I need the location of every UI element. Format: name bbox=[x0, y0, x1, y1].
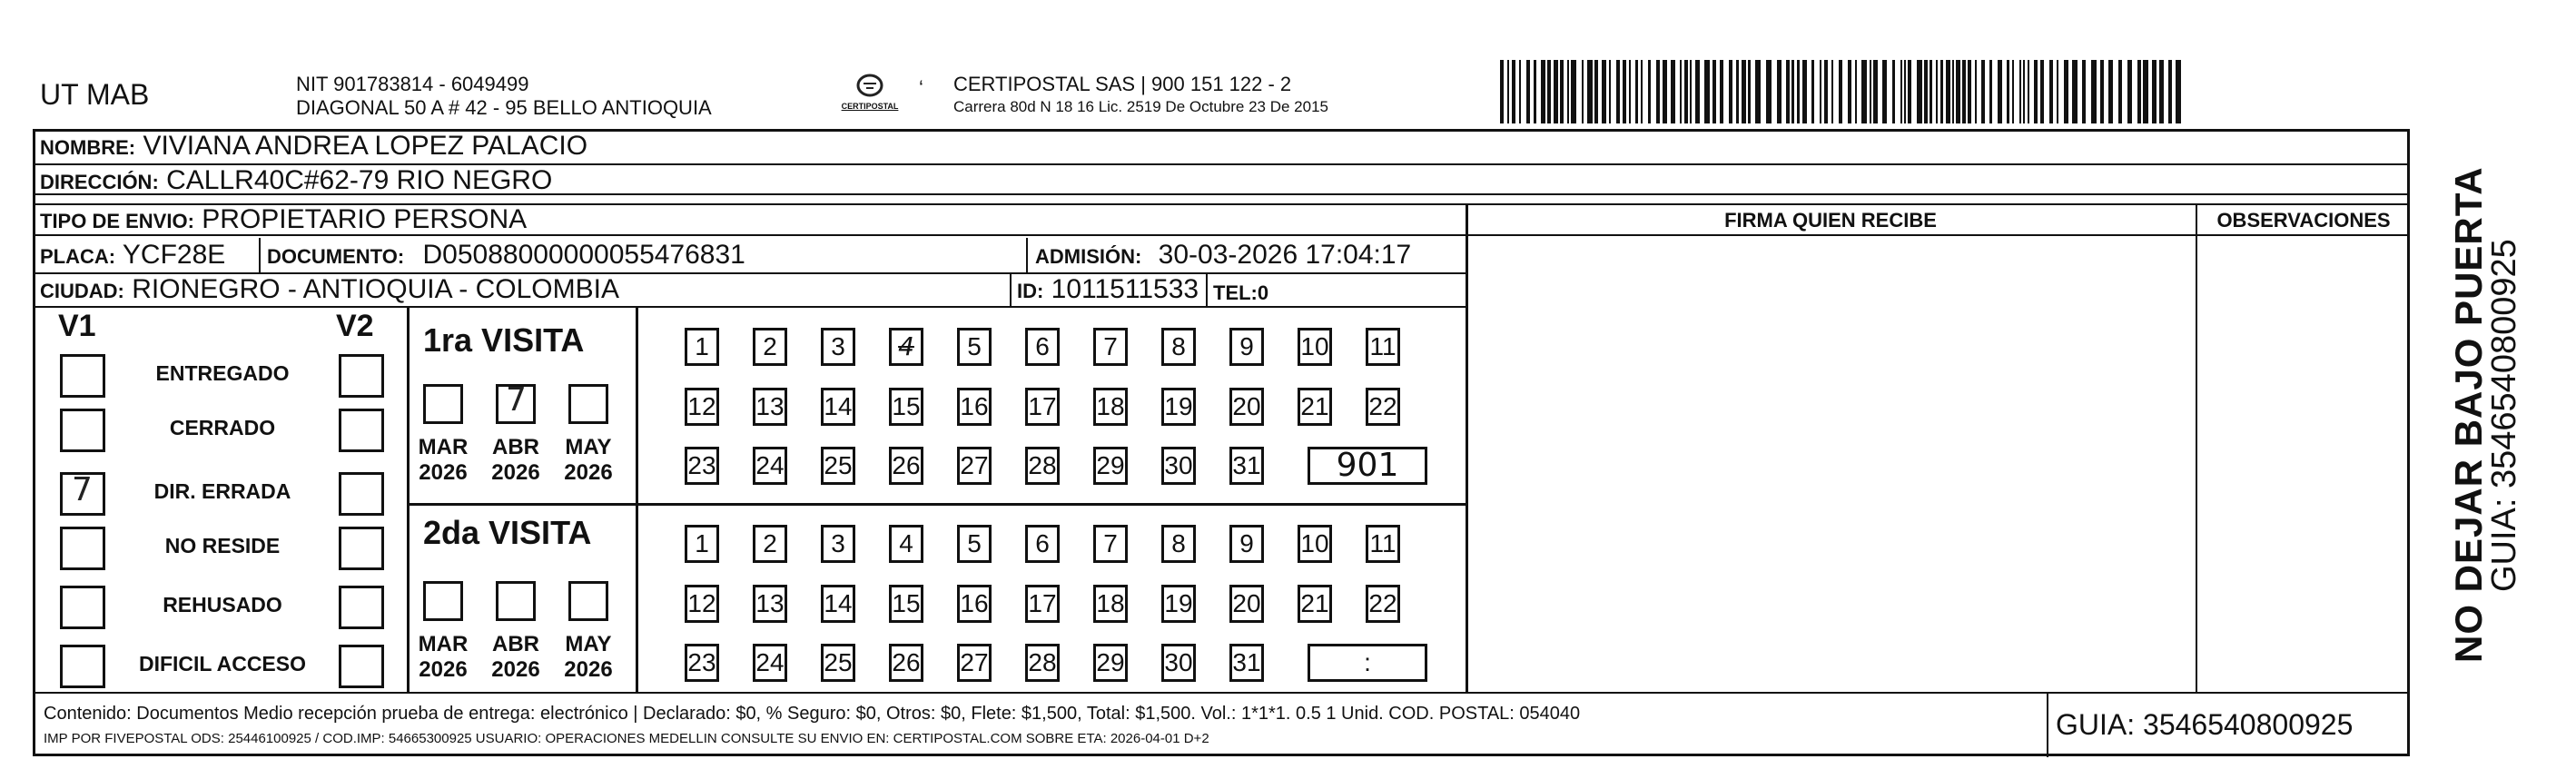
barcode-bar bbox=[1975, 60, 1977, 123]
barcode-bar bbox=[1500, 60, 1504, 123]
first-month-label bbox=[409, 435, 478, 486]
second-visit-day-box[interactable]: 28 bbox=[1025, 644, 1060, 682]
v1-checkbox[interactable] bbox=[60, 472, 105, 516]
barcode-bar bbox=[1742, 60, 1746, 123]
v2-checkbox[interactable] bbox=[339, 645, 384, 688]
nombre-value: VIVIANA ANDREA LOPEZ PALACIO bbox=[143, 131, 588, 161]
barcode-bar bbox=[1820, 60, 1821, 123]
barcode-bar bbox=[1956, 60, 1960, 123]
second-visit-day-box[interactable]: 8 bbox=[1161, 525, 1196, 563]
second-visit-day-box[interactable]: 26 bbox=[889, 644, 923, 682]
v2-checkbox[interactable] bbox=[339, 527, 384, 570]
v1-checkbox[interactable] bbox=[60, 527, 105, 570]
tipo-label: TIPO DE ENVIO: bbox=[40, 210, 194, 232]
second-visit-day-box[interactable]: 14 bbox=[821, 585, 855, 623]
tel-cell bbox=[1213, 277, 1268, 308]
barcode-bar bbox=[1870, 60, 1871, 123]
first-month-handwritten-mark: 7 bbox=[506, 381, 527, 419]
footer-content: Contenido: Documentos Medio recepción prueba de entrega: electrónico | Declarado: $0, % Seguro: $0, Otros: $0, Flete: $1,500, Total: $1,500. Vol.: 1*1*1. 0.5 1 Unid. COD. POSTAL: 054040 bbox=[44, 704, 1581, 724]
placa-cell bbox=[40, 241, 225, 271]
barcode-bar bbox=[1766, 60, 1772, 123]
second-visit-extra-box[interactable]: : bbox=[1308, 644, 1427, 682]
barcode-bar bbox=[1671, 60, 1675, 123]
barcode-bar bbox=[1802, 60, 1807, 123]
v2-checkbox[interactable] bbox=[339, 409, 384, 452]
v1-checkbox[interactable] bbox=[60, 586, 105, 629]
status-option-label: REHUSADO bbox=[163, 593, 282, 616]
barcode-bar bbox=[1811, 60, 1814, 123]
second-visit-day-box[interactable]: 5 bbox=[957, 525, 992, 563]
barcode-bar bbox=[1641, 60, 1643, 123]
second-month-checkbox[interactable] bbox=[496, 581, 536, 621]
tipo-value: PROPIETARIO PERSONA bbox=[202, 204, 528, 234]
barcode-bar bbox=[1582, 60, 1584, 123]
first-visit-day-box[interactable]: 2 bbox=[753, 328, 787, 366]
first-month-checkbox[interactable] bbox=[568, 384, 608, 424]
barcode-bar bbox=[1936, 60, 1938, 123]
second-visit-day-box[interactable]: 13 bbox=[753, 585, 787, 623]
second-visit-day-box[interactable]: 4 bbox=[889, 525, 923, 563]
second-month-label bbox=[481, 632, 550, 683]
documento-value: D05088000000055476831 bbox=[422, 240, 745, 270]
firma-label: FIRMA QUIEN RECIBE bbox=[1724, 209, 1937, 232]
observaciones-label: OBSERVACIONES bbox=[2216, 209, 2391, 232]
admision-value: 30-03-2026 17:04:17 bbox=[1158, 240, 1412, 270]
tipo-row bbox=[40, 205, 527, 236]
barcode-bar bbox=[1908, 60, 1911, 123]
first-visit-day-box[interactable]: 27 bbox=[957, 447, 992, 485]
barcode-bar bbox=[2118, 60, 2122, 123]
v2-checkbox[interactable] bbox=[339, 354, 384, 398]
first-visit-day-box[interactable]: 12 bbox=[685, 388, 719, 426]
first-month-checkbox[interactable] bbox=[496, 381, 536, 424]
rule bbox=[636, 306, 638, 693]
second-visit-day-box[interactable]: 1 bbox=[685, 525, 719, 563]
barcode-bar bbox=[1904, 60, 1906, 123]
month-name: MAY bbox=[565, 632, 612, 656]
barcode-bar bbox=[1534, 60, 1536, 123]
admision-label: ADMISIÓN: bbox=[1035, 245, 1142, 268]
barcode-bar bbox=[2168, 60, 2172, 123]
first-visit-extra-box[interactable]: 901 bbox=[1308, 447, 1427, 485]
barcode-bar bbox=[1962, 60, 1966, 123]
month-year: 2026 bbox=[491, 657, 540, 682]
barcode-bar bbox=[2064, 60, 2068, 123]
v1-checkbox[interactable] bbox=[60, 409, 105, 452]
admision-cell bbox=[1035, 241, 1411, 271]
first-visit-day-box[interactable]: 26 bbox=[889, 447, 923, 485]
rule bbox=[1466, 234, 2410, 236]
barcode-bar bbox=[1629, 60, 1631, 123]
rule bbox=[2047, 694, 2048, 757]
first-visit-day-box[interactable]: 10 bbox=[1298, 328, 1332, 366]
side-guia-text: GUIA: 3546540800925 bbox=[2485, 239, 2523, 592]
second-visit-day-box[interactable]: 18 bbox=[1093, 585, 1128, 623]
nombre-label: NOMBRE: bbox=[40, 136, 136, 159]
second-visit-day-box[interactable]: 23 bbox=[685, 644, 719, 682]
barcode-bar bbox=[1720, 60, 1723, 123]
second-visit-day-box[interactable]: 20 bbox=[1229, 585, 1264, 623]
second-month-checkbox[interactable] bbox=[568, 581, 608, 621]
first-visit-day-box[interactable]: 20 bbox=[1229, 388, 1264, 426]
first-visit-day-box[interactable]: 5 bbox=[957, 328, 992, 366]
second-visit-title: 2da VISITA bbox=[423, 514, 592, 551]
rule bbox=[1010, 272, 1012, 306]
barcode-bar bbox=[1541, 60, 1545, 123]
month-year: 2026 bbox=[419, 657, 468, 682]
barcode-bar bbox=[1861, 60, 1867, 123]
first-visit-day-box[interactable]: 3 bbox=[821, 328, 855, 366]
nombre-row bbox=[40, 132, 587, 163]
month-name: MAY bbox=[565, 435, 612, 459]
rule bbox=[33, 692, 2410, 694]
second-visit-day-box[interactable]: 19 bbox=[1161, 585, 1196, 623]
barcode-bar bbox=[2049, 60, 2053, 123]
first-visit-title: 1ra VISITA bbox=[423, 321, 585, 359]
documento-cell bbox=[267, 241, 745, 271]
barcode-bar bbox=[2127, 60, 2132, 123]
barcode-bar bbox=[1587, 60, 1593, 123]
barcode-bar bbox=[1748, 60, 1751, 123]
barcode-bar bbox=[2082, 60, 2086, 123]
second-visit-day-box[interactable]: 27 bbox=[957, 644, 992, 682]
direccion-value: CALLR40C#62-79 RIO NEGRO bbox=[166, 165, 553, 195]
barcode-bar bbox=[1900, 60, 1902, 123]
second-visit-day-box[interactable]: 31 bbox=[1229, 644, 1264, 682]
barcode-bar bbox=[1712, 60, 1716, 123]
month-year: 2026 bbox=[564, 460, 613, 485]
first-visit-day-box[interactable]: 28 bbox=[1025, 447, 1060, 485]
barcode-bar bbox=[1981, 60, 1985, 123]
rule bbox=[2196, 203, 2197, 694]
logo-text: CERTIPOSTAL bbox=[841, 102, 899, 111]
rule bbox=[1026, 238, 1028, 272]
barcode-bar bbox=[1755, 60, 1761, 123]
first-visit-day-box[interactable]: 21 bbox=[1298, 388, 1332, 426]
company-address: DIAGONAL 50 A # 42 - 95 BELLO ANTIOQUIA bbox=[296, 96, 712, 119]
barcode-bar bbox=[1519, 60, 1521, 123]
barcode-bar bbox=[1695, 60, 1700, 123]
barcode-bar bbox=[1873, 60, 1878, 123]
barcode-bar bbox=[1736, 60, 1739, 123]
second-visit-day-box[interactable]: 11 bbox=[1366, 525, 1400, 563]
rule bbox=[636, 503, 1466, 506]
first-visit-day-box[interactable]: 31 bbox=[1229, 447, 1264, 485]
placa-value: YCF28E bbox=[122, 240, 226, 270]
barcode-bar bbox=[1512, 60, 1515, 123]
id-label: ID: bbox=[1017, 280, 1044, 302]
carrier-license: Carrera 80d N 18 16 Lic. 2519 De Octubre 23 De 2015 bbox=[953, 98, 1328, 115]
second-month-label bbox=[409, 632, 478, 683]
barcode-bar bbox=[2159, 60, 2164, 123]
second-visit-day-box[interactable]: 7 bbox=[1093, 525, 1128, 563]
second-visit-day-box[interactable]: 29 bbox=[1093, 644, 1128, 682]
rule bbox=[1206, 272, 1208, 306]
barcode-bar bbox=[2137, 60, 2141, 123]
first-visit-day-box[interactable]: 15 bbox=[889, 388, 923, 426]
first-visit-day-box[interactable]: 24 bbox=[753, 447, 787, 485]
barcode-bar bbox=[1623, 60, 1626, 123]
logo-tick: ‘ bbox=[919, 76, 923, 99]
second-visit-day-box[interactable]: 10 bbox=[1298, 525, 1332, 563]
first-visit-day-box[interactable]: 30 bbox=[1161, 447, 1196, 485]
second-visit-day-box[interactable]: 24 bbox=[753, 644, 787, 682]
barcode-bar bbox=[2034, 60, 2038, 123]
barcode-bar bbox=[1648, 60, 1651, 123]
v1-label: V1 bbox=[58, 309, 96, 343]
documento-label: DOCUMENTO: bbox=[267, 245, 405, 268]
direccion-label: DIRECCIÓN: bbox=[40, 171, 159, 193]
first-visit-day-box[interactable]: 16 bbox=[957, 388, 992, 426]
barcode-bar bbox=[1616, 60, 1620, 123]
second-visit-day-box[interactable]: 15 bbox=[889, 585, 923, 623]
barcode-bar bbox=[1594, 60, 1598, 123]
barcode-bar bbox=[2007, 60, 2009, 123]
barcode-bar bbox=[1952, 60, 1954, 123]
month-year: 2026 bbox=[419, 460, 468, 485]
barcode-bar bbox=[2143, 60, 2148, 123]
tel-label: TEL: bbox=[1213, 281, 1258, 304]
barcode-bar bbox=[2100, 60, 2104, 123]
barcode bbox=[1500, 60, 2188, 123]
first-visit-day-box[interactable]: 7 bbox=[1093, 328, 1128, 366]
barcode-bar bbox=[2023, 60, 2025, 123]
barcode-bar bbox=[1940, 60, 1943, 123]
barcode-bar bbox=[1777, 60, 1781, 123]
first-month-checkbox[interactable] bbox=[423, 384, 463, 424]
barcode-bar bbox=[1946, 60, 1950, 123]
status-option-label: CERRADO bbox=[169, 416, 276, 439]
barcode-bar bbox=[1663, 60, 1667, 123]
barcode-bar bbox=[1571, 60, 1576, 123]
barcode-bar bbox=[2028, 60, 2029, 123]
barcode-bar bbox=[1831, 60, 1833, 123]
company-nit: NIT 901783814 - 6049499 bbox=[296, 73, 529, 95]
second-visit-day-box[interactable]: 21 bbox=[1298, 585, 1332, 623]
barcode-bar bbox=[1791, 60, 1794, 123]
v2-label: V2 bbox=[336, 309, 374, 343]
no-dejar-text: NO DEJAR BAJO PUERTA bbox=[2447, 166, 2490, 663]
rule bbox=[259, 238, 261, 272]
barcode-bar bbox=[1656, 60, 1660, 123]
second-visit-day-box[interactable]: 16 bbox=[957, 585, 992, 623]
barcode-bar bbox=[1892, 60, 1895, 123]
barcode-bar bbox=[1526, 60, 1530, 123]
month-name: ABR bbox=[492, 435, 539, 459]
first-visit-day-box[interactable]: 8 bbox=[1161, 328, 1196, 366]
barcode-bar bbox=[2057, 60, 2058, 123]
month-year: 2026 bbox=[564, 657, 613, 682]
barcode-bar bbox=[1882, 60, 1887, 123]
barcode-bar bbox=[2152, 60, 2157, 123]
second-visit-day-box[interactable]: 30 bbox=[1161, 644, 1196, 682]
barcode-bar bbox=[1680, 60, 1682, 123]
v1-checkbox[interactable] bbox=[60, 354, 105, 398]
first-month-label bbox=[554, 435, 623, 486]
barcode-bar bbox=[2012, 60, 2014, 123]
barcode-bar bbox=[1684, 60, 1688, 123]
barcode-bar bbox=[1797, 60, 1800, 123]
second-visit-day-box[interactable]: 3 bbox=[821, 525, 855, 563]
second-visit-day-box[interactable]: 22 bbox=[1366, 585, 1400, 623]
month-year: 2026 bbox=[491, 460, 540, 485]
v2-checkbox[interactable] bbox=[339, 586, 384, 629]
month-name: ABR bbox=[492, 632, 539, 656]
barcode-bar bbox=[1554, 60, 1558, 123]
second-visit-day-box[interactable]: 6 bbox=[1025, 525, 1060, 563]
placa-label: PLACA: bbox=[40, 245, 116, 268]
logo-icon bbox=[834, 71, 906, 118]
first-visit-day-box[interactable]: 13 bbox=[753, 388, 787, 426]
first-visit-day-box[interactable]: 11 bbox=[1366, 328, 1400, 366]
barcode-bar bbox=[2091, 60, 2097, 123]
barcode-bar bbox=[1507, 60, 1509, 123]
barcode-bar bbox=[1560, 60, 1564, 123]
first-visit-day-box[interactable]: 17 bbox=[1025, 388, 1060, 426]
first-visit-day-box[interactable]: 6 bbox=[1025, 328, 1060, 366]
v1-handwritten-mark: 7 bbox=[72, 471, 93, 508]
certipostal-logo bbox=[834, 71, 906, 118]
first-visit-day-box[interactable]: 23 bbox=[685, 447, 719, 485]
barcode-bar bbox=[1839, 60, 1842, 123]
second-visit-day-box[interactable]: 12 bbox=[685, 585, 719, 623]
barcode-bar bbox=[1786, 60, 1790, 123]
id-cell bbox=[1017, 275, 1199, 306]
barcode-bar bbox=[1930, 60, 1932, 123]
v1-checkbox[interactable] bbox=[60, 645, 105, 688]
month-name: MAR bbox=[418, 435, 469, 459]
header bbox=[0, 0, 2576, 136]
barcode-bar bbox=[1968, 60, 1971, 123]
second-month-label bbox=[554, 632, 623, 683]
barcode-bar bbox=[1567, 60, 1569, 123]
first-visit-day-box[interactable]: 4 bbox=[889, 328, 923, 366]
first-visit-day-box[interactable]: 1 bbox=[685, 328, 719, 366]
barcode-bar bbox=[1704, 60, 1710, 123]
ciudad-label: CIUDAD: bbox=[40, 280, 124, 302]
barcode-bar bbox=[1824, 60, 1828, 123]
first-visit-day-box[interactable]: 22 bbox=[1366, 388, 1400, 426]
first-month-label bbox=[481, 435, 550, 486]
status-option-label: DIFICIL ACCESO bbox=[138, 652, 306, 675]
barcode-bar bbox=[1855, 60, 1857, 123]
second-visit-day-box[interactable]: 2 bbox=[753, 525, 787, 563]
barcode-bar bbox=[1635, 60, 1638, 123]
status-option-label: NO RESIDE bbox=[164, 534, 281, 557]
second-visit-day-box[interactable]: 9 bbox=[1229, 525, 1264, 563]
barcode-bar bbox=[1690, 60, 1692, 123]
second-visit-day-box[interactable]: 17 bbox=[1025, 585, 1060, 623]
first-visit-day-box[interactable]: 19 bbox=[1161, 388, 1196, 426]
direccion-row bbox=[40, 166, 552, 197]
barcode-bar bbox=[1547, 60, 1551, 123]
rule bbox=[407, 503, 638, 506]
barcode-bar bbox=[1998, 60, 2002, 123]
barcode-bar bbox=[1602, 60, 1606, 123]
barcode-bar bbox=[2040, 60, 2044, 123]
v2-checkbox[interactable] bbox=[339, 472, 384, 516]
rule bbox=[1466, 203, 1468, 694]
first-visit-day-box[interactable]: 29 bbox=[1093, 447, 1128, 485]
barcode-bar bbox=[2019, 60, 2021, 123]
ciudad-cell bbox=[40, 275, 619, 306]
status-option-label: DIR. ERRADA bbox=[153, 479, 291, 503]
barcode-bar bbox=[1924, 60, 1928, 123]
barcode-bar bbox=[2176, 60, 2181, 123]
company-name: UT MAB bbox=[40, 78, 150, 111]
month-name: MAR bbox=[418, 632, 469, 656]
barcode-bar bbox=[1609, 60, 1611, 123]
carrier-name: CERTIPOSTAL SAS | 900 151 122 - 2 bbox=[953, 73, 1292, 95]
first-visit-day-box[interactable]: 25 bbox=[821, 447, 855, 485]
barcode-bar bbox=[1729, 60, 1732, 123]
first-visit-day-box[interactable]: 18 bbox=[1093, 388, 1128, 426]
barcode-bar bbox=[1989, 60, 1992, 123]
second-visit-day-box[interactable]: 25 bbox=[821, 644, 855, 682]
status-option-label: ENTREGADO bbox=[155, 361, 290, 385]
first-visit-day-box[interactable]: 9 bbox=[1229, 328, 1264, 366]
barcode-bar bbox=[2072, 60, 2078, 123]
footer-guia: GUIA: 3546540800925 bbox=[2056, 708, 2354, 741]
tel-value: 0 bbox=[1257, 281, 1269, 304]
barcode-bar bbox=[1917, 60, 1922, 123]
barcode-bar bbox=[2108, 60, 2113, 123]
first-visit-day-box[interactable]: 14 bbox=[821, 388, 855, 426]
second-month-checkbox[interactable] bbox=[423, 581, 463, 621]
barcode-bar bbox=[1848, 60, 1851, 123]
footer-imp: IMP POR FIVEPOSTAL ODS: 25446100925 / COD.IMP: 54665300925 USUARIO: OPERACIONES MEDELLIN CONSULTE SU ENVIO EN: CERTIPOSTAL.COM SOBRE ETA: 2026-04-01 D+2 bbox=[44, 731, 1209, 746]
id-value: 1011511533 bbox=[1051, 274, 1199, 304]
ciudad-value: RIONEGRO - ANTIOQUIA - COLOMBIA bbox=[132, 274, 619, 304]
